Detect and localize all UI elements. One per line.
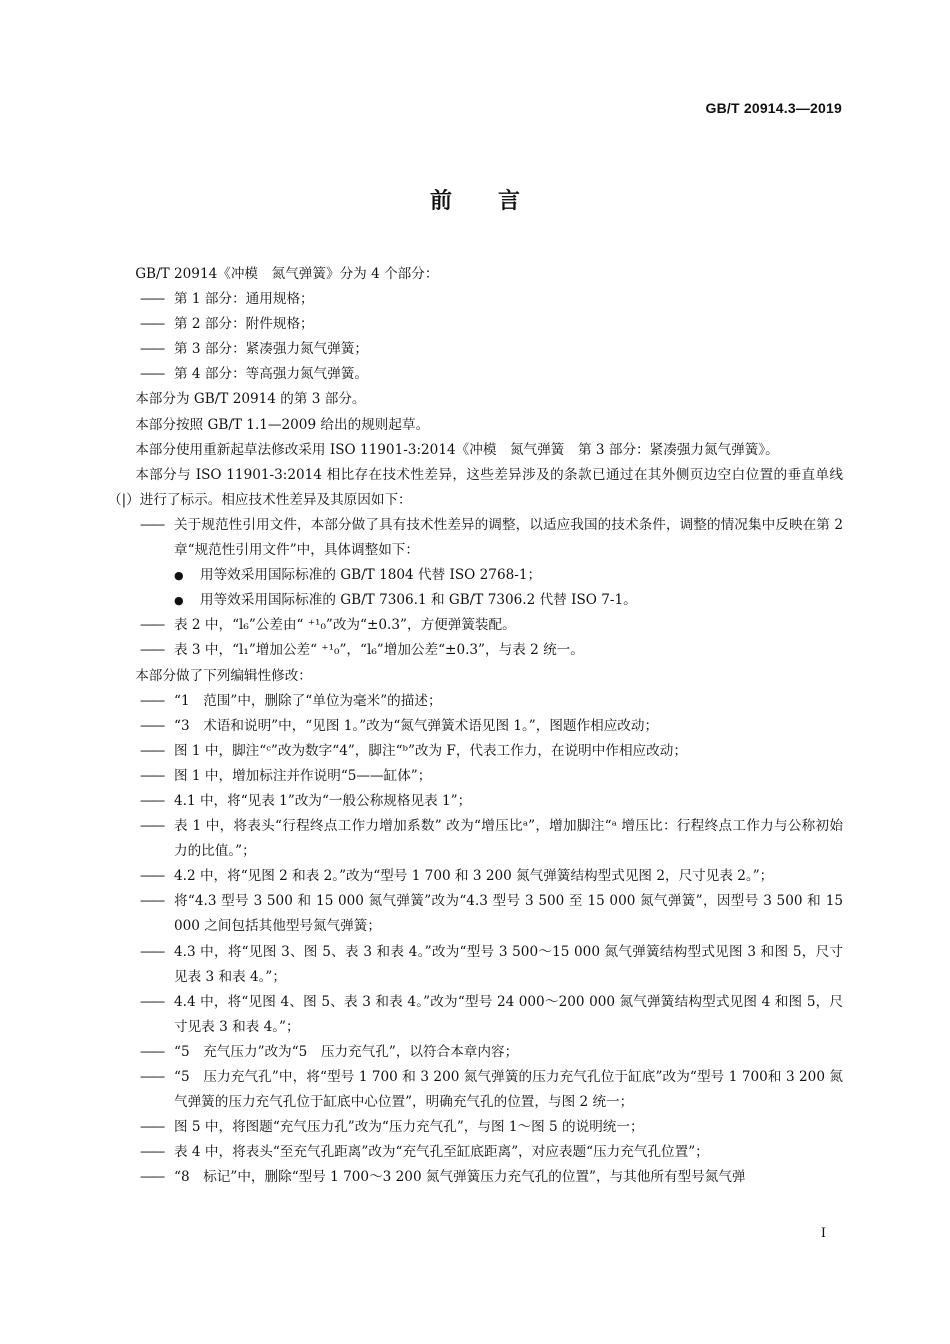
dash-list-item	[108, 638, 843, 663]
dash-list-item	[108, 1115, 843, 1140]
dash-marker: ——	[140, 943, 164, 960]
list-item-text: 将“4.3 型号 3 500 和 15 000 氮气弹簧”改为“4.3 型号 3 500 至 15 000 氮气弹簧”，因型号 3 500 和 15 000 之间包括其他型号氮气弹簧；	[174, 893, 843, 935]
list-item-text: 第 2 部分：附件规格；	[174, 316, 314, 333]
list-item-text: 4.2 中，将“见图 2 和表 2。”改为“型号 1 700 和 3 200 氮气弹簧结构型式见图 2，尺寸见表 2。”；	[174, 868, 774, 885]
dash-marker: ——	[140, 818, 164, 835]
dash-list-item	[108, 689, 843, 714]
dash-marker: ——	[140, 1119, 164, 1136]
dash-marker: ——	[140, 1169, 164, 1186]
list-item-text: “3 术语和说明”中，“见图 1。”改为“氮气弹簧术语见图 1。”，图题作相应改动；	[174, 717, 659, 734]
paragraph-text: 本部分使用重新起草法修改采用 ISO 11901-3:2014《冲模 氮气弹簧 第 3 部分：紧凑强力氮气弹簧》。	[135, 441, 779, 458]
list-item-text: 用等效采用国际标准的 GB/T 1804 代替 ISO 2768-1；	[200, 567, 542, 584]
dash-list-item	[108, 287, 843, 312]
dash-marker: ——	[140, 893, 164, 910]
dash-marker: ——	[140, 341, 164, 358]
dash-list-item	[108, 337, 843, 362]
dash-marker: ——	[140, 291, 164, 308]
dash-marker: ——	[140, 316, 164, 333]
paragraph	[108, 413, 843, 438]
list-item-text: 表 3 中，“l₁”增加公差“ ⁺¹₀”，“l₆”增加公差“±0.3”，与表 2 统一。	[174, 642, 584, 659]
list-item-text: 4.1 中，将“见表 1”改为“一般公称规格见表 1”；	[174, 792, 472, 809]
dash-marker: ——	[140, 993, 164, 1010]
list-item-text: “8 标记”中，删除“型号 1 700～3 200 氮气弹簧压力充气孔的位置”，与其他所有型号氮气弹	[174, 1169, 746, 1186]
list-item-text: 表 4 中，将表头“至充气孔距离”改为“充气孔至缸底距离”，对应表题“压力充气孔位置”；	[174, 1144, 709, 1161]
dash-marker: ——	[140, 1144, 164, 1161]
list-item-text: 表 1 中，将表头“行程终点工作力增加系数” 改为“增压比ᵃ”，增加脚注“ᵃ 增压比：行程终点工作力与公称初始力的比值。”；	[174, 818, 843, 860]
list-item-text: 4.3 中，将“见图 3、图 5、表 3 和表 4。”改为“型号 3 500～15 000 氮气弹簧结构型式见图 3 和图 5，尺寸见表 3 和表 4。”；	[174, 943, 843, 985]
paragraph-text: 本部分与 ISO 11901-3:2014 相比存在技术性差异，这些差异涉及的条款已通过在其外侧页边空白位置的垂直单线（|）进行了标示。相应技术性差异及其原因如下：	[108, 466, 843, 508]
paragraph-text: GB/T 20914《冲模 氮气弹簧》分为 4 个部分：	[135, 266, 439, 282]
dash-list-item	[108, 362, 843, 387]
paragraph-text: 本部分为 GB/T 20914 的第 3 部分。	[135, 391, 366, 408]
paragraph-text: 本部分做了下列编辑性修改：	[135, 667, 312, 684]
list-item-text: “1 范围”中，删除了“单位为毫米”的描述；	[174, 692, 442, 709]
page-number: I	[820, 1226, 826, 1241]
dash-list-item	[108, 940, 843, 990]
dash-marker: ——	[140, 767, 164, 784]
list-item-text: 表 2 中，“l₆”公差由“ ⁺¹₀”改为“±0.3”，方便弹簧装配。	[174, 617, 516, 634]
list-item-text: “5 充气压力”改为“5 压力充气孔”，以符合本章内容；	[174, 1043, 519, 1060]
title-char-2: 言	[498, 188, 521, 214]
list-item-text: “5 压力充气孔”中，将“型号 1 700 和 3 200 氮气弹簧的压力充气孔位于缸底”改为“型号 1 700和 3 200 氮气弹簧的压力充气孔位于缸底中心位置”，明确充气孔的位置，与图 2 统一；	[174, 1069, 843, 1111]
bullet-icon: ●	[174, 569, 184, 583]
page-title	[0, 184, 950, 215]
dash-marker: ——	[140, 1069, 164, 1085]
dash-list-item	[108, 1040, 843, 1065]
dash-marker: ——	[140, 692, 164, 709]
list-item-text: 图 5 中，将图题“充气压力孔”改为“压力充气孔”，与图 1～图 5 的说明统一；	[174, 1119, 644, 1136]
dash-list-item	[108, 864, 843, 889]
list-item-text: 第 3 部分：紧凑强力氮气弹簧；	[174, 341, 369, 358]
dash-list-item	[108, 613, 843, 638]
bullet-list-item	[108, 588, 843, 613]
foreword-body	[108, 262, 843, 1190]
list-item-text: 4.4 中，将“见图 4、图 5、表 3 和表 4。”改为“型号 24 000～200 000 氮气弹簧结构型式见图 4 和图 5，尺寸见表 3 和表 4。”；	[174, 993, 843, 1035]
bullet-icon: ●	[174, 594, 184, 608]
dash-marker: ——	[140, 617, 164, 634]
title-char-1: 前	[429, 188, 452, 214]
dash-marker: ——	[140, 742, 164, 759]
dash-marker: ——	[140, 642, 164, 659]
dash-marker: ——	[140, 717, 164, 734]
paragraph	[108, 463, 843, 513]
paragraph	[108, 664, 843, 689]
paragraph	[108, 438, 843, 463]
dash-marker: ——	[140, 516, 164, 533]
dash-marker: ——	[140, 868, 164, 885]
dash-list-item	[108, 1065, 843, 1115]
dash-list-item	[108, 889, 843, 939]
list-item-text: 用等效采用国际标准的 GB/T 7306.1 和 GB/T 7306.2 代替 ISO 7-1。	[200, 592, 637, 609]
list-item-text: 第 4 部分：等高强力氮气弹簧。	[174, 366, 369, 383]
paragraph	[108, 387, 843, 412]
dash-marker: ——	[140, 1043, 164, 1060]
dash-list-item	[108, 990, 843, 1040]
dash-list-item	[108, 739, 843, 764]
dash-list-item	[108, 714, 843, 739]
dash-list-item	[108, 814, 843, 864]
dash-marker: ——	[140, 366, 164, 383]
dash-list-item	[108, 312, 843, 337]
dash-list-item	[108, 764, 843, 789]
dash-list-item	[108, 789, 843, 814]
list-item-text: 图 1 中，增加标注并作说明“5——缸体”；	[174, 767, 432, 784]
paragraph	[108, 262, 843, 287]
bullet-list-item	[108, 563, 843, 588]
dash-list-item	[108, 513, 843, 563]
standard-number: GB/T 20914.3—2019	[705, 100, 842, 116]
list-item-text: 第 1 部分：通用规格；	[174, 291, 314, 308]
paragraph-text: 本部分按照 GB/T 1.1—2009 给出的规则起草。	[135, 416, 430, 433]
dash-list-item	[108, 1140, 843, 1165]
list-item-text: 关于规范性引用文件，本部分做了具有技术性差异的调整，以适应我国的技术条件，调整的情况集中反映在第 2 章“规范性引用文件”中，具体调整如下：	[174, 516, 843, 559]
dash-list-item	[108, 1165, 843, 1190]
dash-marker: ——	[140, 792, 164, 809]
list-item-text: 图 1 中，脚注“ᶜ”改为数字“4”，脚注“ᵇ”改为 F，代表工作力，在说明中作相应改动；	[174, 742, 687, 759]
